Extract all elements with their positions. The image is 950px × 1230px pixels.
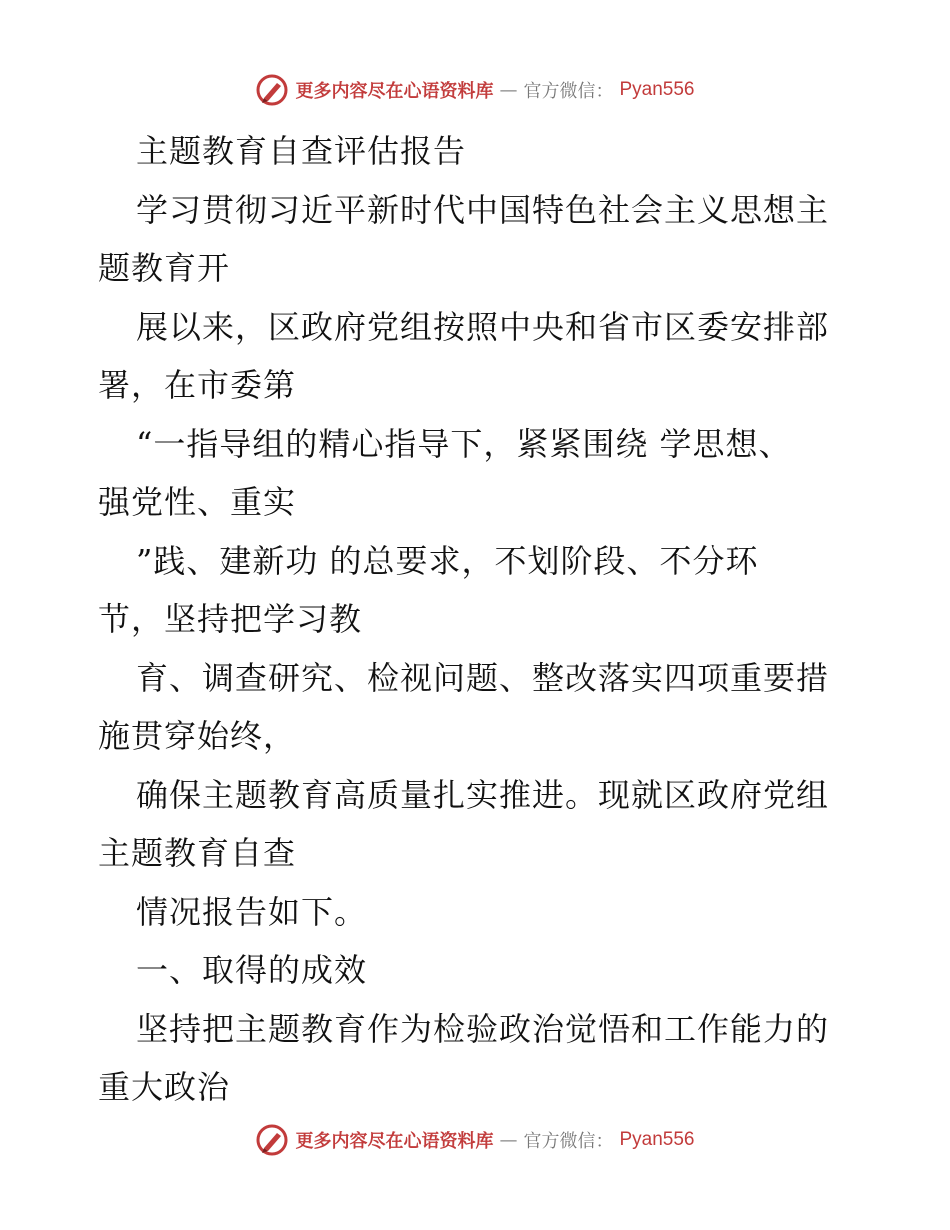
document-line: 强党性、重实 bbox=[98, 483, 297, 521]
footer-banner bbox=[0, 1120, 950, 1160]
banner-separator: — bbox=[499, 1129, 518, 1151]
header-banner bbox=[0, 70, 950, 110]
document-line: 施贯穿始终， bbox=[98, 717, 297, 755]
document-line: 重大政治 bbox=[98, 1068, 231, 1106]
banner-separator: — bbox=[499, 79, 518, 101]
banner-wechat-id: Pyan556 bbox=[619, 79, 695, 100]
banner-wechat-label: 官方微信： bbox=[523, 1131, 614, 1152]
document-line: 情况报告如下。 bbox=[136, 892, 368, 931]
banner-wechat-id: Pyan556 bbox=[619, 1129, 695, 1150]
document-line: 署，在市委第 bbox=[98, 366, 297, 404]
banner-wechat-label: 官方微信： bbox=[523, 81, 614, 102]
document-line: 展以来，区政府党组按照中央和省市区委安排部 bbox=[136, 307, 830, 346]
document-line: 学习贯彻习近平新时代中国特色社会主义思想主 bbox=[136, 190, 830, 229]
document-line: 坚持把主题教育作为检验政治觉悟和工作能力的 bbox=[136, 1009, 830, 1048]
document-line: 主题教育自查评估报告 bbox=[136, 132, 467, 170]
banner-main-text: 更多内容尽在心语资料库 bbox=[295, 81, 494, 102]
document-line: 确保主题教育高质量扎实推进。现就区政府党组 bbox=[136, 775, 830, 814]
document-line: 育、调查研究、检视问题、整改落实四项重要措 bbox=[136, 658, 830, 697]
document-line: 一、取得的成效 bbox=[136, 951, 368, 989]
banner-main-text: 更多内容尽在心语资料库 bbox=[295, 1131, 494, 1152]
document-body bbox=[98, 122, 858, 1117]
document-line: 主题教育自查 bbox=[98, 834, 297, 872]
document-line: “一指导组的精心指导下，紧紧围绕 学思想、 bbox=[136, 424, 792, 463]
pen-logo-icon bbox=[255, 73, 289, 107]
document-line: ”践、建新功 的总要求，不划阶段、不分环 bbox=[136, 541, 759, 580]
document-line: 题教育开 bbox=[98, 249, 231, 287]
document-line: 节，坚持把学习教 bbox=[98, 600, 363, 638]
pen-logo-icon bbox=[255, 1123, 289, 1157]
